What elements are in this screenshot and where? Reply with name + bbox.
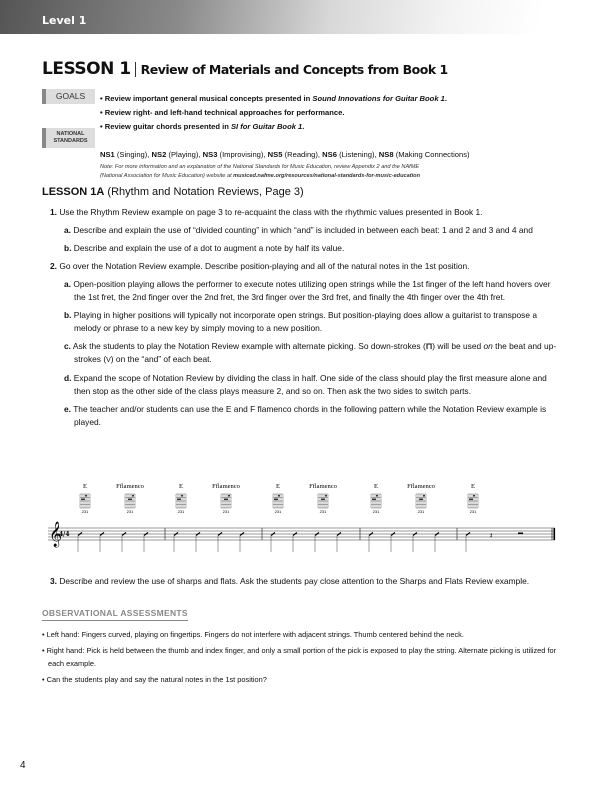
chord-name: Fflamenco (212, 483, 240, 490)
observational-heading: OBSERVATIONAL ASSESSMENTS (42, 608, 188, 621)
chord-name: E (276, 483, 280, 490)
standards-list: NS1 (Singing), NS2 (Playing), NS3 (Improvising), NS5 (Reading), NS6 (Listening), NS8 (Making Connections) (100, 150, 470, 159)
chord-fingering: 231 (469, 509, 477, 514)
observation-item: • Left hand: Fingers curved, playing on fingertips. Fingers do not interfere with adjacent strings. Thumb centered behind the neck. (42, 630, 464, 639)
finger-dot (323, 498, 325, 500)
observational-list (42, 628, 562, 689)
step-3: 3. Describe and review the use of sharps and flats. Ask the students pay close attention to the Sharps and Flats Review example. (50, 576, 530, 586)
chord-fingering: 231 (417, 509, 425, 514)
finger-dot (83, 498, 85, 500)
page-number: 4 (20, 760, 26, 771)
chord-name: E (179, 483, 183, 490)
chord-fingering: 231 (372, 509, 380, 514)
chord-fingering: 231 (177, 509, 185, 514)
standards-note: Note: For more information and an explanation of the National Standards for Music Education, review Appendix 2 and the NAfME (National Association for Music Education) website at musiced.nafme.org/resources/national-standards-for-music-education (100, 164, 420, 179)
final-barline-thick (554, 528, 556, 540)
finger-dot (181, 495, 183, 497)
finger-dot (132, 495, 134, 497)
finger-dot (321, 498, 323, 500)
chord-notation-example (40, 480, 560, 570)
chord-fingering: 231 (319, 509, 327, 514)
finger-dot (423, 495, 425, 497)
finger-dot (128, 498, 130, 500)
step-2: 2. Go over the Notation Review example. Describe position-playing and all of the natural notes in the 1st position. (50, 261, 470, 271)
finger-dot (177, 498, 179, 500)
time-signature: 4/4 (59, 531, 70, 538)
goal-item: • Review important general musical concepts presented in Sound Innovations for Guitar Book 1. (100, 94, 448, 103)
finger-dot (419, 498, 421, 500)
step-2e: e. The teacher and/or students can use the E and F flamenco chords in the following pattern while the Notation Review example is played. (64, 404, 547, 427)
lesson-subtitle: Review of Materials and Concepts from Book 1 (135, 62, 448, 77)
finger-dot (471, 498, 473, 500)
finger-dot (276, 498, 278, 500)
finger-dot (226, 498, 228, 500)
standards-label: NATIONAL STANDARDS (42, 128, 95, 148)
finger-dot (224, 498, 226, 500)
chord-fingering: 231 (81, 509, 89, 514)
finger-dot (325, 495, 327, 497)
goal-item: • Review right- and left-hand technical approaches for performance. (100, 108, 345, 117)
finger-dot (376, 495, 378, 497)
lesson-steps (42, 206, 562, 434)
half-rest-icon (518, 533, 523, 535)
downstroke-icon: ⊓ (425, 341, 433, 351)
step-1: 1. Use the Rhythm Review example on page 3 to re-acquaint the class with the rhythmic values presented in Book 1. (50, 207, 483, 217)
step-2d: d. Expand the scope of Notation Review by dividing the class in half. One side of the class should play the first measure alone and then stop as the other side of the class plays measure 2, and so on. Then ask the two sides to switch parts. (64, 373, 547, 396)
observation-item: • Right hand: Pick is held between the thumb and index finger, and only a small portion of the pick is exposed to play the string. Alternate picking is utilized for each example. (42, 646, 557, 668)
finger-dot (274, 498, 276, 500)
finger-dot (372, 498, 374, 500)
lesson-title (42, 59, 448, 79)
goal-item: • Review guitar chords presented in SI for Guitar Book 1. (100, 122, 305, 131)
step-2b: b. Playing in higher positions will typically not incorporate open strings. But position-playing does allow a guitarist to transpose a melody or phrase to a new key by simply moving to a new position. (64, 310, 537, 333)
header-band (0, 0, 600, 34)
chord-name: Fflamenco (309, 483, 337, 490)
chord-fingering: 231 (222, 509, 230, 514)
chord-name: Fflamenco (407, 483, 435, 490)
chord-name: E (374, 483, 378, 490)
chord-name: E (83, 483, 87, 490)
lesson-1a-heading: LESSON 1A (Rhythm and Notation Reviews, Page 3) (42, 186, 304, 198)
step-2a: a. Open-position playing allows the performer to execute notes utilizing open strings while the 1st finger of the left hand hovers over the 1st fret, the 2nd finger over the 2nd fret, the 3rd finger over the 3rd fret, and finally the 4th finger over the 4th fret. (64, 279, 551, 302)
lesson-number: LESSON 1 (42, 59, 131, 79)
level-label: Level 1 (42, 14, 87, 27)
step-1a: a. Describe and explain the use of “divided counting” in which “and” is included in between each beat: 1 and 2 and 3 and 4 and (64, 225, 533, 235)
finger-dot (228, 495, 230, 497)
finger-dot (85, 495, 87, 497)
goals-label: GOALS (42, 89, 95, 104)
finger-dot (469, 498, 471, 500)
chord-name: Fflamenco (116, 483, 144, 490)
finger-dot (130, 498, 132, 500)
nafme-link[interactable]: musiced.nafme.org/resources/national-standards-for-music-education (233, 173, 420, 179)
goals-list (100, 92, 447, 134)
treble-clef-icon: 𝄞 (49, 522, 63, 547)
observation-item: • Can the students play and say the natural notes in the 1st position? (42, 675, 267, 684)
finger-dot (179, 498, 181, 500)
chord-fingering: 231 (126, 509, 134, 514)
chord-name: E (471, 483, 475, 490)
finger-dot (278, 495, 280, 497)
finger-dot (473, 495, 475, 497)
finger-dot (421, 498, 423, 500)
quarter-rest-icon: 𝄽 (490, 531, 493, 540)
step-2c: c. Ask the students to play the Notation Review example with alternate picking. So down-strokes (⊓) will be used on the beat and up-strokes (V) on the “and” of each beat. (64, 341, 557, 364)
finger-dot (374, 498, 376, 500)
upstroke-icon: V (106, 357, 111, 364)
finger-dot (81, 498, 83, 500)
step-1b: b. Describe and explain the use of a dot to augment a note by half its value. (64, 243, 345, 253)
chord-fingering: 231 (274, 509, 282, 514)
